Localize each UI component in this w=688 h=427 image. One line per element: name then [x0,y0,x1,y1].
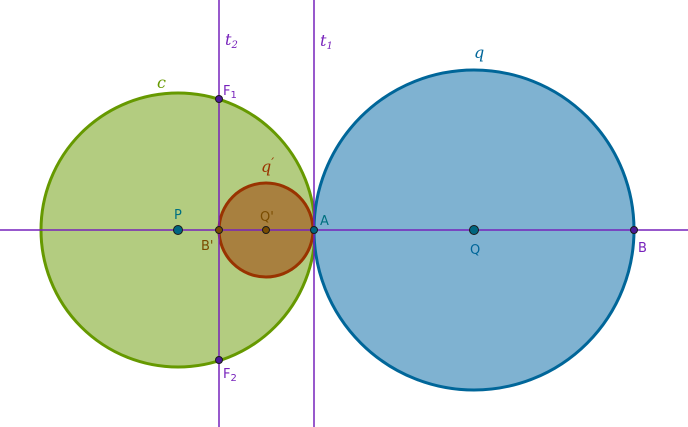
label-B-prime: B' [201,239,214,254]
label-Q: Q [470,243,481,258]
label-q-prime-mark: ′ [271,156,275,171]
label-t1-sub: 1 [326,41,333,52]
point-P[interactable] [174,226,183,235]
point-B-prime[interactable] [216,227,223,234]
label-t1 [320,31,333,52]
label-q-prime-base: q [261,157,272,176]
label-F2-base: F [223,367,231,382]
label-t1-base: t [320,31,327,50]
label-A: A [320,214,329,229]
label-t2-sub: 2 [231,40,238,51]
label-q: q [474,43,485,62]
point-F2[interactable] [216,357,223,364]
label-t2 [225,30,238,51]
point-A[interactable] [311,227,318,234]
point-F1[interactable] [216,96,223,103]
label-F1-base: F [223,84,231,99]
label-t2-base: t [225,30,232,49]
label-F2 [223,367,237,384]
point-Q-prime[interactable] [263,227,270,234]
label-c: c [157,73,166,92]
label-B: B [638,241,647,256]
label-F1 [223,84,237,101]
label-F2-sub: 2 [230,373,237,384]
label-F1-sub: 1 [230,90,237,101]
point-Q[interactable] [470,226,479,235]
point-B[interactable] [631,227,638,234]
label-P: P [174,208,182,223]
label-Q-prime: Q' [260,210,274,225]
